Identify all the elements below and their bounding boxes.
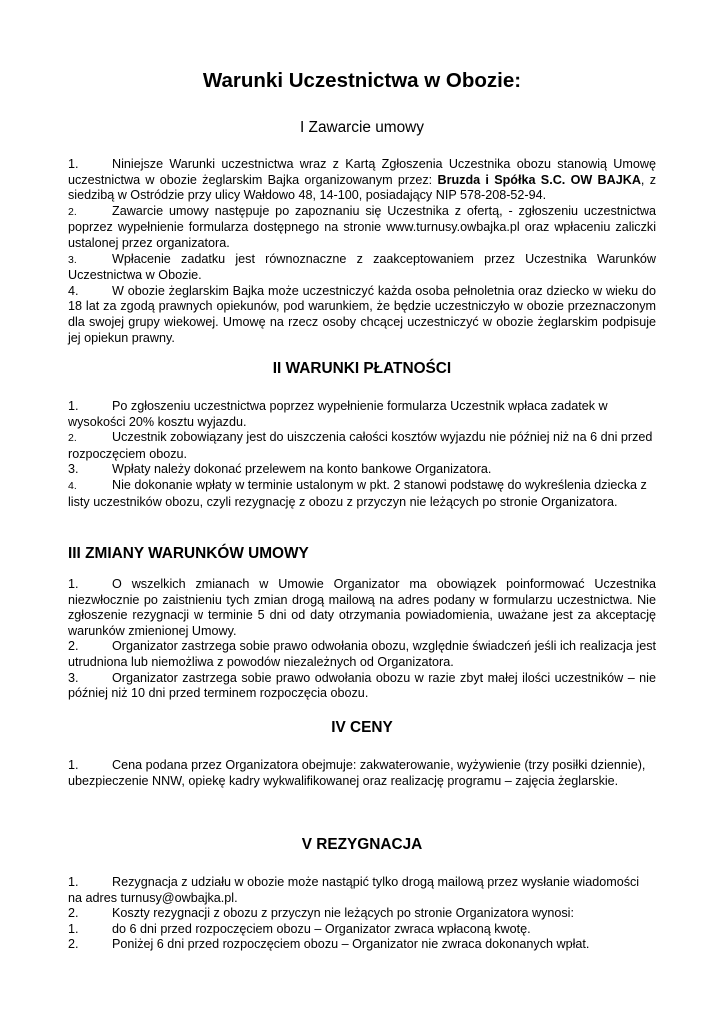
section-4 (68, 758, 656, 789)
clause-2-3: 3. Wpłaty należy dokonać przelewem na konto bankowe Organizatora. (68, 462, 492, 477)
clause-5-2: 2. Koszty rezygnacji z obozu z przyczyn nie leżących po stronie Organizatora wynosi: (68, 906, 574, 921)
clause-3-3: 3. Organizator zastrzega sobie prawo odwołania obozu w razie zbyt małej ilości uczestników – nie później niż 10 dni przed terminem rozpoczęcia obozu. (68, 670, 656, 701)
section-2 (68, 399, 656, 510)
clause-5-2-2: 2. Poniżej 6 dni przed rozpoczęciem obozu – Organizator nie zwraca dokonanych wpłat. (68, 937, 590, 952)
clause-3-1: 1. O wszelkich zmianach w Umowie Organizator ma obowiązek poinformować Uczestnika niezwłocznie po zaistnieniu tych zmian drogą mailową na adres podany w formularzu uczestnictwa. Nie zgłoszenie rezygnacji w terminie 5 dni od daty otrzymania powiadomienia, uważane jest za akceptację warunków zmienionej Umowy. (68, 577, 656, 638)
clause-2-1: 1. Po zgłoszeniu uczestnictwa poprzez wypełnienie formularza Uczestnik wpłaca zadatek w wysokości 20% kosztu wyjazdu. (68, 399, 608, 429)
clause-5-1: 1. Rezygnacja z udziału w obozie może nastąpić tylko drogą mailową przez wysłanie wiadomości na adres turnusy@owbajka.pl. (68, 875, 640, 905)
clause-2-4: 4. Nie dokonanie wpłaty w terminie ustalonym w pkt. 2 stanowi podstawę do wykreślenia dziecka z listy uczestników obozu, czyli rezygnację z obozu z przyczyn nie leżących po stronie Organizatora. (68, 477, 647, 509)
document-title: Warunki Uczestnictwa w Obozie: (202, 69, 522, 92)
section-heading-2: II WARUNKI PŁATNOŚCI (272, 360, 452, 377)
section-heading-5: V REZYGNACJA (301, 836, 423, 853)
section-5 (68, 875, 656, 953)
clause-1-2: 2. Zawarcie umowy następuje po zapoznaniu się Uczestnika z ofertą, - zgłoszeniu uczestnictwa poprzez wypełnienie formularza dostępnego na stronie www.turnusy.owbajka.pl oraz wpłaceniu zaliczki ustalonej przez organizatora. (68, 203, 656, 250)
clause-1-3: 3. Wpłacenie zadatku jest równoznaczne z zaakceptowaniem przez Uczestnika Warunków Uczestnictwa w Obozie. (68, 251, 656, 283)
section-3 (68, 577, 656, 702)
clause-2-2: 2. Uczestnik zobowiązany jest do uiszczenia całości kosztów wyjazdu nie później niż na 6 dni przed rozpoczęciem obozu. (68, 430, 653, 461)
section-heading-4: IV CENY (331, 719, 393, 736)
clause-3-2: 2. Organizator zastrzega sobie prawo odwołania obozu, względnie świadczeń jeśli ich realizacja jest utrudniona lub niemożliwa z powodów niezależnych od Organizatora. (68, 639, 656, 669)
clause-4-1: 1. Cena podana przez Organizatora obejmuje: zakwaterowanie, wyżywienie (trzy posiłki dziennie), ubezpieczenie NNW, opiekę kadry wykwalifikowanej oraz realizację programu – zajęcia żeglarskie. (68, 758, 646, 788)
section-1 (68, 157, 656, 346)
clause-1-4: 4. W obozie żeglarskim Bajka może uczestniczyć każda osoba pełnoletnia oraz dziecko w wieku do 18 lat za zgodą prawnych opiekunów, pod warunkiem, że będzie uczestniczyło w obozie przeznaczonym dla swojej grupy wiekowej. Umowę na rzecz osoby chcącej uczestniczyć w obozie żeglarskim podpisuje jej opiekun prawny. (68, 283, 656, 345)
section-heading-3: III ZMIANY WARUNKÓW UMOWY (68, 545, 309, 562)
section-heading-1: I Zawarcie umowy (299, 119, 424, 136)
clause-1-1: 1. Niniejsze Warunki uczestnictwa wraz z Kartą Zgłoszenia Uczestnika obozu stanowią Umowę uczestnictwa w obozie żeglarskim Bajka organizowanym przez: Bruzda i Spółka S.C. OW BAJKA, z siedzibą w Ostródzie przy ulicy Wałdowo 48, 14-100, posiadający NIP 578-208-52-94. (68, 157, 657, 203)
clause-5-2-1: 1. do 6 dni przed rozpoczęciem obozu – Organizator zwraca wpłaconą kwotę. (68, 921, 531, 936)
